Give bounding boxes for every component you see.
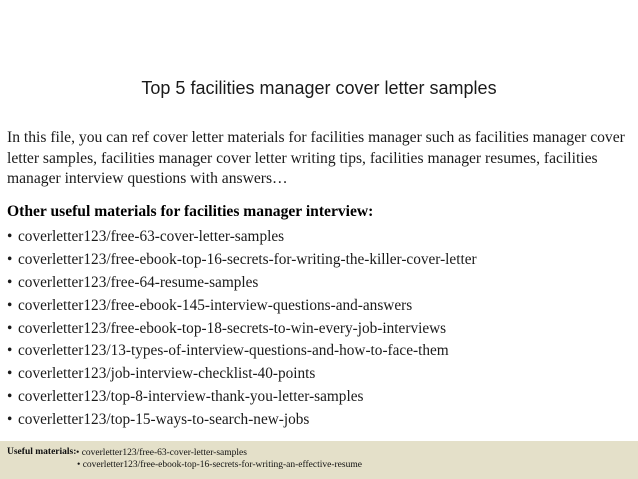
bullet: • (76, 448, 80, 458)
bullet: • (7, 296, 13, 314)
bullet: • (7, 365, 13, 383)
material-link[interactable]: coverletter123/free-ebook-top-18-secrets-to-win-every-job-interviews (18, 319, 447, 337)
bullet: • (7, 319, 13, 337)
material-link[interactable]: coverletter123/top-8-interview-thank-you-letter-samples (18, 388, 364, 406)
material-link[interactable]: coverletter123/job-interview-checklist-40-points (18, 365, 316, 383)
list-item (7, 295, 477, 318)
bullet: • (7, 388, 13, 406)
list-item (7, 318, 477, 341)
material-link[interactable]: coverletter123/free-ebook-145-interview-questions-and-answers (18, 296, 413, 314)
list-item (7, 386, 477, 409)
bullet: • (7, 228, 13, 245)
intro-paragraph: In this file, you can ref cover letter materials for facilities manager such as facilities manager cover letter samples, facilities manager cover letter writing tips, facilities manager resumes, facilities manager interview questions with answers… (7, 129, 625, 187)
bullet: • (7, 411, 13, 429)
material-link[interactable]: coverletter123/free-ebook-top-16-secrets-for-writing-the-killer-cover-letter (18, 250, 477, 268)
bullet: • (7, 250, 13, 268)
material-link[interactable]: coverletter123/free-63-cover-letter-samples (18, 228, 285, 245)
bullet: • (7, 273, 13, 291)
material-link[interactable]: coverletter123/free-64-resume-samples (18, 273, 259, 291)
list-item (7, 340, 477, 363)
list-item (7, 249, 477, 272)
bullet: • (77, 460, 81, 470)
footer-links (0, 447, 362, 471)
material-link[interactable]: coverletter123/13-types-of-interview-questions-and-how-to-face-them (18, 342, 449, 360)
materials-heading: Other useful materials for facilities manager interview: (7, 203, 374, 220)
list-item (7, 363, 477, 386)
list-item (7, 226, 477, 249)
list-item (7, 272, 477, 295)
footer-link[interactable]: coverletter123/free-63-cover-letter-samples (81, 448, 247, 458)
footer-bar (0, 441, 638, 479)
materials-list (7, 226, 477, 432)
material-link[interactable]: coverletter123/top-15-ways-to-search-new-jobs (18, 411, 310, 429)
footer-link-item (0, 459, 362, 471)
footer-link[interactable]: coverletter123/free-ebook-top-16-secrets-for-writing-an-effective-resume (82, 460, 362, 470)
footer-link-item (0, 447, 362, 459)
bullet: • (7, 342, 13, 360)
page-title: Top 5 facilities manager cover letter samples (141, 78, 497, 98)
list-item (7, 409, 477, 432)
footer-label: Useful materials: (7, 447, 77, 457)
